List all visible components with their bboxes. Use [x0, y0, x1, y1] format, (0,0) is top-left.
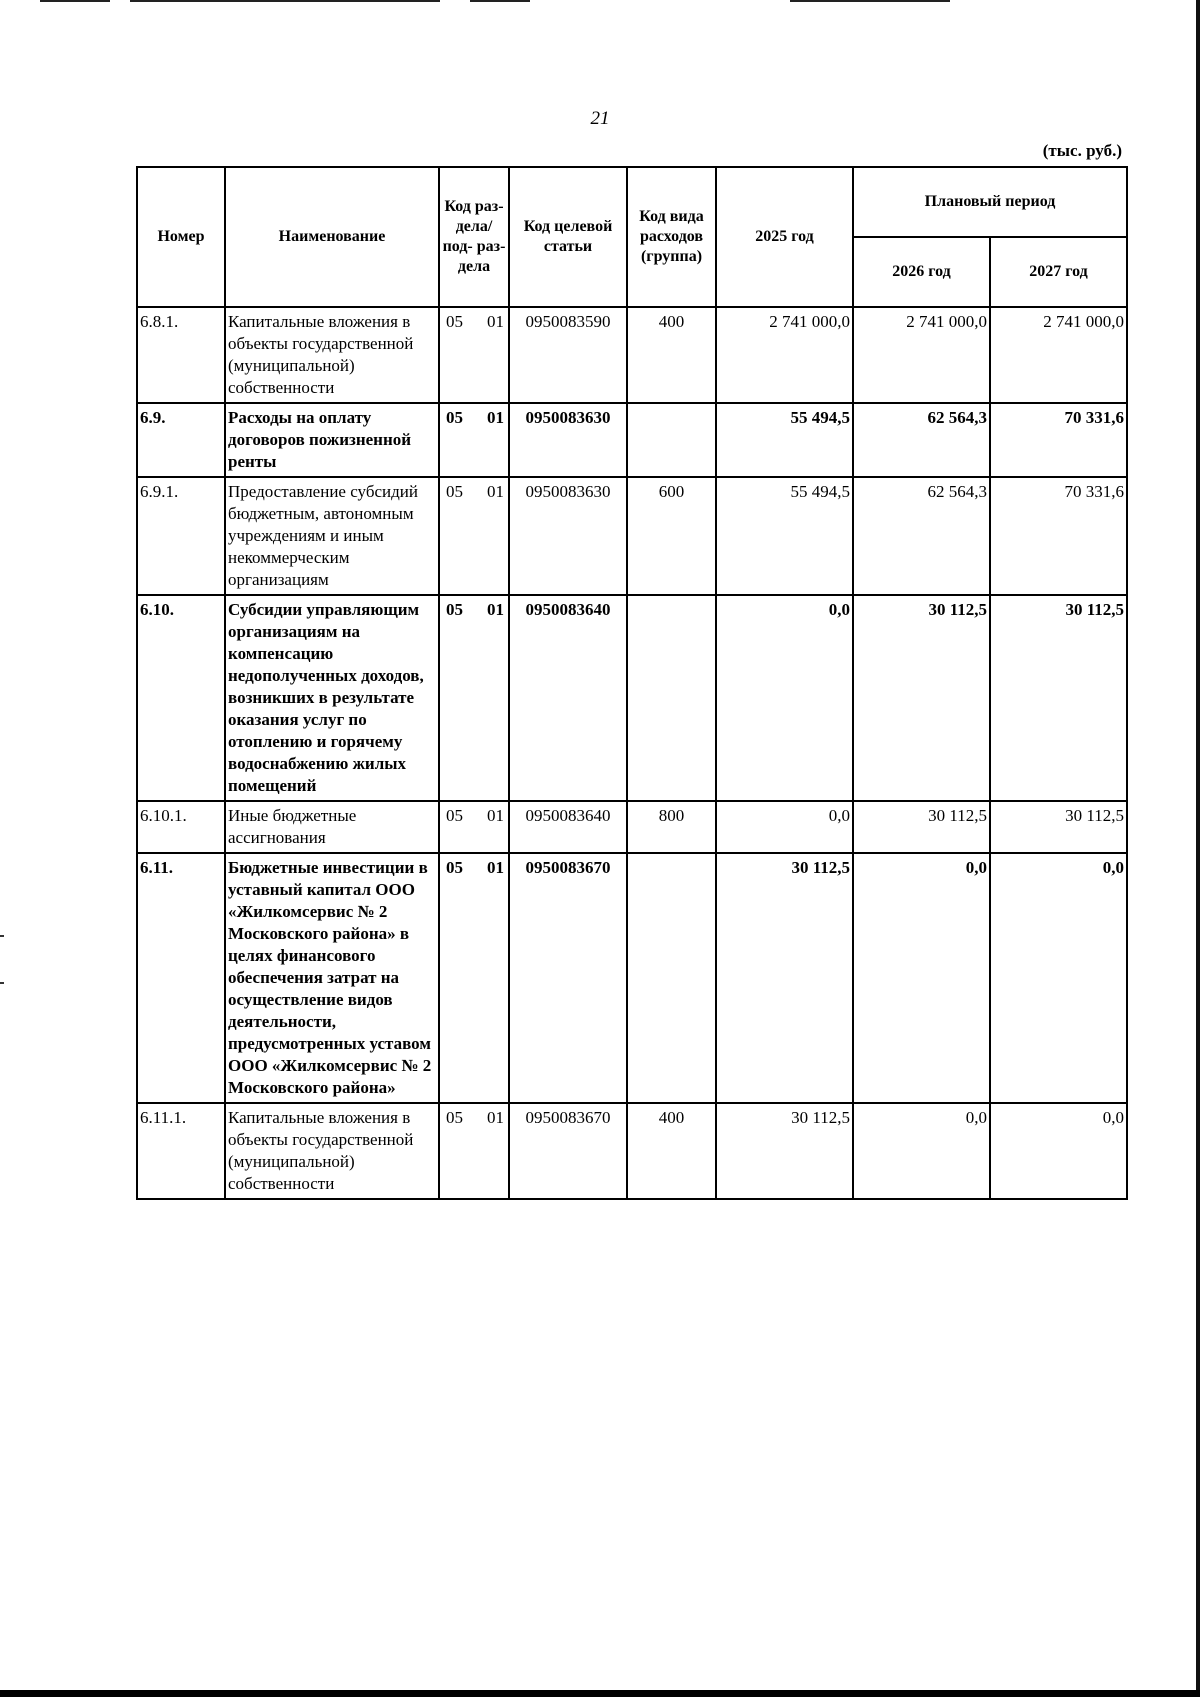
row-amount-2025: 30 112,5: [716, 853, 853, 1103]
row-podrazdel-code: 01: [487, 408, 504, 427]
row-number: 6.10.: [137, 595, 225, 801]
row-number: 6.8.1.: [137, 307, 225, 403]
row-target-code: 0950083590: [509, 307, 627, 403]
row-name: Расходы на оплату договоров пожизненной ренты: [225, 403, 439, 477]
row-target-code: 0950083640: [509, 595, 627, 801]
row-amount-2026: 2 741 000,0: [853, 307, 990, 403]
scan-edge-mark: [0, 935, 4, 937]
row-target-code: 0950083630: [509, 477, 627, 595]
row-number: 6.11.: [137, 853, 225, 1103]
header-target: Код целевой статьи: [509, 167, 627, 307]
row-amount-2027: 2 741 000,0: [990, 307, 1127, 403]
row-name: Иные бюджетные ассигнования: [225, 801, 439, 853]
row-amount-2025: 0,0: [716, 595, 853, 801]
row-podrazdel-code: 01: [487, 858, 504, 877]
table-row: [137, 801, 1127, 853]
row-podrazdel-code: 01: [487, 806, 504, 825]
header-name: Наименование: [225, 167, 439, 307]
row-name: Субсидии управляющим организациям на компенсацию недополученных доходов, возникших в результате оказания услуг по отоплению и горячему водоснабжению жилых помещений: [225, 595, 439, 801]
scan-edge-mark: [0, 982, 4, 984]
row-razdel: [439, 307, 509, 403]
scan-top-edge: [0, 0, 1200, 3]
row-amount-2027: 70 331,6: [990, 477, 1127, 595]
row-name: Предоставление субсидий бюджетным, автономным учреждениям и иным некоммерческим организациям: [225, 477, 439, 595]
row-razdel: [439, 801, 509, 853]
row-razdel-code: 05: [446, 806, 463, 825]
row-name: Капитальные вложения в объекты государственной (муниципальной) собственности: [225, 1103, 439, 1199]
row-razdel-code: 05: [446, 482, 463, 501]
row-amount-2027: 30 112,5: [990, 595, 1127, 801]
header-year-2026: 2026 год: [853, 237, 990, 307]
row-amount-2026: 62 564,3: [853, 477, 990, 595]
row-amount-2027: 70 331,6: [990, 403, 1127, 477]
row-razdel: [439, 477, 509, 595]
row-amount-2026: 30 112,5: [853, 595, 990, 801]
row-podrazdel-code: 01: [487, 600, 504, 619]
row-expense-group: 600: [627, 477, 716, 595]
row-razdel: [439, 853, 509, 1103]
header-year-2025: 2025 год: [716, 167, 853, 307]
row-amount-2026: 30 112,5: [853, 801, 990, 853]
row-podrazdel-code: 01: [487, 1108, 504, 1127]
header-razdel: Код раз- дела/ под- раз- дела: [439, 167, 509, 307]
table-row: [137, 595, 1127, 801]
row-name: Капитальные вложения в объекты государственной (муниципальной) собственности: [225, 307, 439, 403]
row-amount-2025: 2 741 000,0: [716, 307, 853, 403]
row-razdel-code: 05: [446, 1108, 463, 1127]
units-label: (тыс. руб.): [1042, 141, 1122, 160]
row-target-code: 0950083640: [509, 801, 627, 853]
row-number: 6.9.: [137, 403, 225, 477]
row-amount-2025: 55 494,5: [716, 403, 853, 477]
row-target-code: 0950083670: [509, 853, 627, 1103]
row-amount-2027: 0,0: [990, 853, 1127, 1103]
page-number: 21: [590, 108, 610, 129]
table-row: [137, 1103, 1127, 1199]
row-amount-2026: 0,0: [853, 1103, 990, 1199]
header-year-2027: 2027 год: [990, 237, 1127, 307]
row-amount-2025: 55 494,5: [716, 477, 853, 595]
row-target-code: 0950083630: [509, 403, 627, 477]
table-row: [137, 403, 1127, 477]
row-expense-group: [627, 595, 716, 801]
row-podrazdel-code: 01: [487, 312, 504, 331]
row-expense-group: 400: [627, 307, 716, 403]
header-expense-type: Код вида расходов (группа): [627, 167, 716, 307]
row-number: 6.9.1.: [137, 477, 225, 595]
row-razdel: [439, 1103, 509, 1199]
row-razdel: [439, 595, 509, 801]
table-row: [137, 307, 1127, 403]
row-razdel: [439, 403, 509, 477]
row-amount-2027: 0,0: [990, 1103, 1127, 1199]
row-number: 6.10.1.: [137, 801, 225, 853]
row-podrazdel-code: 01: [487, 482, 504, 501]
header-planned-period: Плановый период: [853, 167, 1127, 237]
row-number: 6.11.1.: [137, 1103, 225, 1199]
row-expense-group: [627, 403, 716, 477]
table-row: [137, 853, 1127, 1103]
row-amount-2025: 30 112,5: [716, 1103, 853, 1199]
row-razdel-code: 05: [446, 858, 463, 877]
table-row: [137, 477, 1127, 595]
budget-table: [136, 166, 1128, 1200]
header-number: Номер: [137, 167, 225, 307]
row-expense-group: 400: [627, 1103, 716, 1199]
row-amount-2026: 0,0: [853, 853, 990, 1103]
row-amount-2026: 62 564,3: [853, 403, 990, 477]
row-razdel-code: 05: [446, 312, 463, 331]
row-razdel-code: 05: [446, 600, 463, 619]
row-expense-group: [627, 853, 716, 1103]
row-expense-group: 800: [627, 801, 716, 853]
row-target-code: 0950083670: [509, 1103, 627, 1199]
row-amount-2025: 0,0: [716, 801, 853, 853]
row-name: Бюджетные инвестиции в уставный капитал ООО «Жилкомсервис № 2 Московского района» в целях финансового обеспечения затрат на осуществление видов деятельности, предусмотренных уставом ООО «Жилкомсервис № 2 Московского района»: [225, 853, 439, 1103]
scan-right-edge: [1196, 0, 1200, 1697]
scan-bottom-edge: [0, 1690, 1200, 1697]
row-amount-2027: 30 112,5: [990, 801, 1127, 853]
row-razdel-code: 05: [446, 408, 463, 427]
